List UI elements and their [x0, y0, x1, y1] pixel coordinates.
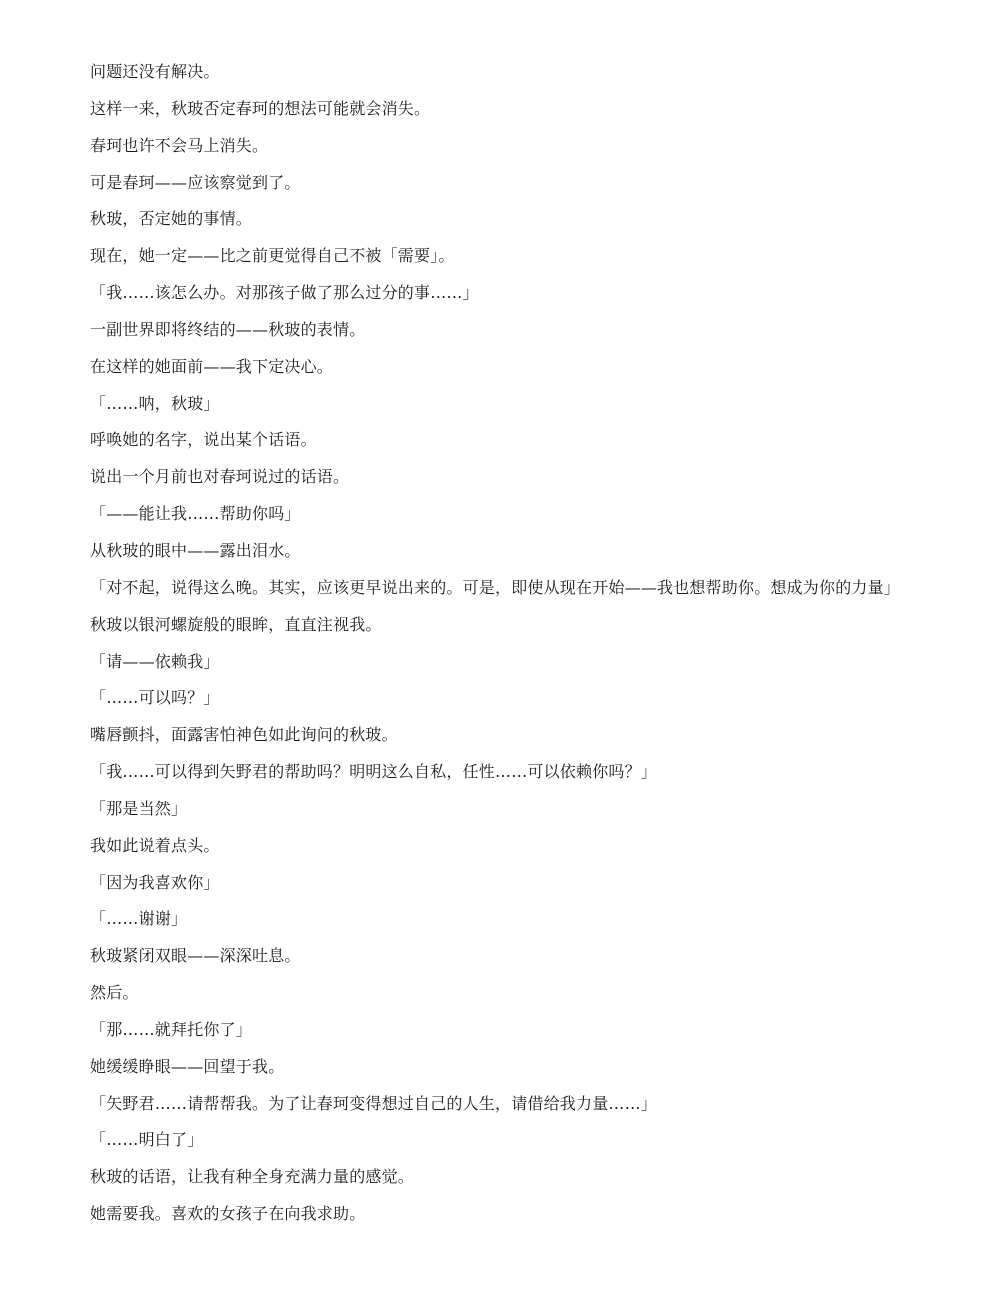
- dialogue-line: 「请——依赖我」: [90, 651, 220, 671]
- dialogue-line: 「……谢谢」: [90, 909, 188, 929]
- text-line: 春珂也许不会马上消失。: [90, 135, 269, 155]
- text-line: 秋玻，否定她的事情。: [90, 209, 253, 229]
- text-line: 然后。: [90, 983, 139, 1003]
- text-line: 秋玻的话语，让我有种全身充满力量的感觉。: [90, 1167, 415, 1187]
- text-line: 在这样的她面前——我下定决心。: [90, 356, 334, 376]
- text-line: 可是春珂——应该察觉到了。: [90, 172, 301, 192]
- text-line: 秋玻以银河螺旋般的眼眸，直直注视我。: [90, 614, 382, 634]
- dialogue-line: 「……呐，秋玻」: [90, 393, 220, 413]
- text-line: 一副世界即将终结的——秋玻的表情。: [90, 319, 366, 339]
- dialogue-line: 「我……可以得到矢野君的帮助吗？明明这么自私，任性……可以依赖你吗？」: [90, 762, 658, 782]
- dialogue-line: 「因为我喜欢你」: [90, 872, 220, 892]
- text-line: 说出一个月前也对春珂说过的话语。: [90, 467, 350, 487]
- text-line: 从秋玻的眼中——露出泪水。: [90, 540, 301, 560]
- dialogue-line: 「矢野君……请帮帮我。为了让春珂变得想过自己的人生，请借给我力量……」: [90, 1093, 658, 1113]
- text-line: 问题还没有解决。: [90, 62, 220, 81]
- text-line: 她需要我。喜欢的女孩子在向我求助。: [90, 1204, 366, 1224]
- dialogue-line: 「那……就拜托你了」: [90, 1019, 253, 1039]
- text-line: 这样一来，秋玻否定春珂的想法可能就会消失。: [90, 98, 431, 118]
- text-line: 秋玻紧闭双眼——深深吐息。: [90, 946, 301, 966]
- text-line: 呼唤她的名字，说出某个话语。: [90, 430, 317, 450]
- dialogue-line: 「对不起，说得这么晚。其实，应该更早说出来的。可是，即使从现在开始——我也想帮助你。想成为你的力量」: [90, 577, 901, 597]
- text-line: 我如此说着点头。: [90, 835, 220, 855]
- dialogue-line: 「那是当然」: [90, 798, 188, 818]
- dialogue-line: 「我……该怎么办。对那孩子做了那么过分的事……」: [90, 283, 479, 303]
- dialogue-line: 「——能让我……帮助你吗」: [90, 504, 301, 524]
- dialogue-line: 「……明白了」: [90, 1130, 204, 1150]
- text-body: [90, 62, 970, 1241]
- text-line: 她缓缓睁眼——回望于我。: [90, 1056, 285, 1076]
- text-line: 现在，她一定——比之前更觉得自己不被「需要」。: [90, 246, 455, 266]
- text-line: 嘴唇颤抖，面露害怕神色如此询问的秋玻。: [90, 725, 398, 745]
- dialogue-line: 「……可以吗？」: [90, 688, 220, 708]
